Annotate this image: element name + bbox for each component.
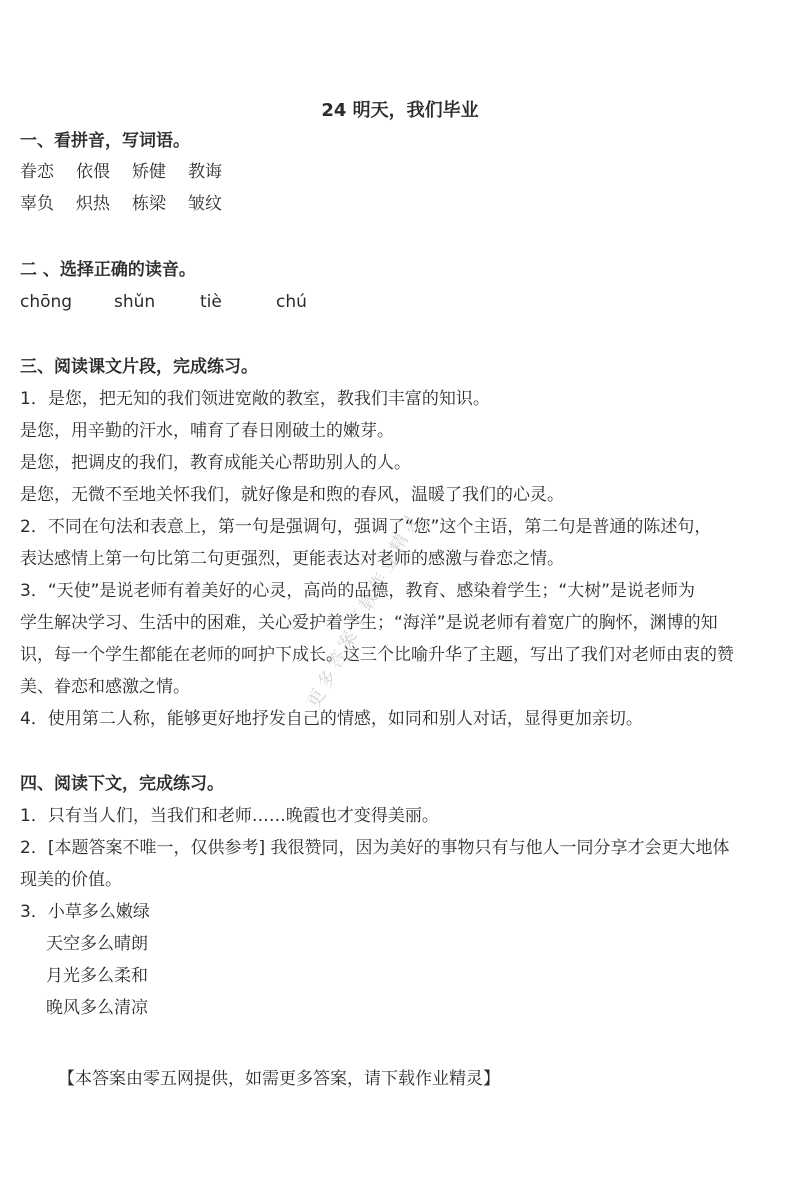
pinyin: tiè bbox=[200, 292, 222, 312]
section3-heading: 三、阅读课文片段，完成练习。 bbox=[20, 357, 258, 377]
section4-line: 3．小草多么嫩绿 bbox=[20, 902, 150, 922]
words-row-2 bbox=[20, 193, 244, 215]
section3-line: 1．是您，把无知的我们领进宽敞的教室，教我们丰富的知识。 bbox=[20, 389, 490, 409]
section3-line: 是您，无微不至地关怀我们，就好像是和煦的春风，温暖了我们的心灵。 bbox=[20, 485, 564, 505]
section3-line: 2．不同在句法和表意上，第一句是强调句，强调了“您”这个主语，第二句是普通的陈述句， bbox=[20, 517, 712, 537]
word: 矫健 bbox=[132, 162, 166, 182]
section4-line: 现美的价值。 bbox=[20, 870, 122, 890]
word: 教诲 bbox=[188, 162, 222, 182]
section4-heading: 四、阅读下文，完成练习。 bbox=[20, 774, 224, 794]
pinyin: chú bbox=[276, 292, 307, 312]
word: 炽热 bbox=[76, 194, 110, 214]
section3-line: 表达感情上第一句比第二句更强烈，更能表达对老师的感激与眷恋之情。 bbox=[20, 549, 564, 569]
word: 栋梁 bbox=[132, 194, 166, 214]
word: 辜负 bbox=[20, 194, 54, 214]
poem-line: 月光多么柔和 bbox=[46, 966, 148, 986]
section3-line: 3．“天使”是说老师有着美好的心灵，高尚的品德，教育、感染着学生；“大树”是说老师为 bbox=[20, 581, 696, 601]
section3-line: 美、眷恋和感激之情。 bbox=[20, 677, 190, 697]
pinyin: chōng bbox=[20, 292, 73, 312]
section3-line: 是您，用辛勤的汗水，哺育了春日刚破土的嫩芽。 bbox=[20, 421, 394, 441]
poem-line: 天空多么晴朗 bbox=[46, 934, 148, 954]
section3-line: 识，每一个学生都能在老师的呵护下成长。这三个比喻升华了主题，写出了我们对老师由衷的赞 bbox=[20, 645, 734, 665]
section1-heading: 一、看拼音，写词语。 bbox=[20, 131, 190, 151]
watermark: 更多答案下载作业精灵 bbox=[303, 507, 426, 712]
section3-line: 4．使用第二人称，能够更好地抒发自己的情感，如同和别人对话，显得更加亲切。 bbox=[20, 709, 643, 729]
section4-line: 2．[本题答案不唯一，仅供参考] 我很赞同，因为美好的事物只有与他人一同分享才会更大地体 bbox=[20, 838, 730, 858]
poem-line: 晚风多么清凉 bbox=[46, 998, 148, 1018]
section4-line: 1．只有当人们，当我们和老师……晚霞也才变得美丽。 bbox=[20, 806, 439, 826]
footer-note: 【本答案由零五网提供，如需更多答案，请下载作业精灵】 bbox=[58, 1069, 500, 1089]
pinyin-answers bbox=[20, 291, 307, 313]
section3-line: 是您，把调皮的我们，教育成能关心帮助别人的人。 bbox=[20, 453, 411, 473]
word: 眷恋 bbox=[20, 162, 54, 182]
word: 皱纹 bbox=[188, 194, 222, 214]
section3-line: 学生解决学习、生活中的困难，关心爱护着学生；“海洋”是说老师有着宽广的胸怀，渊博的知 bbox=[20, 613, 718, 633]
page-title: 24 明天，我们毕业 bbox=[321, 100, 479, 121]
words-row-1 bbox=[20, 161, 244, 183]
word: 依偎 bbox=[76, 162, 110, 182]
pinyin: shǔn bbox=[114, 292, 156, 312]
section2-heading: 二 、选择正确的读音。 bbox=[20, 260, 196, 280]
